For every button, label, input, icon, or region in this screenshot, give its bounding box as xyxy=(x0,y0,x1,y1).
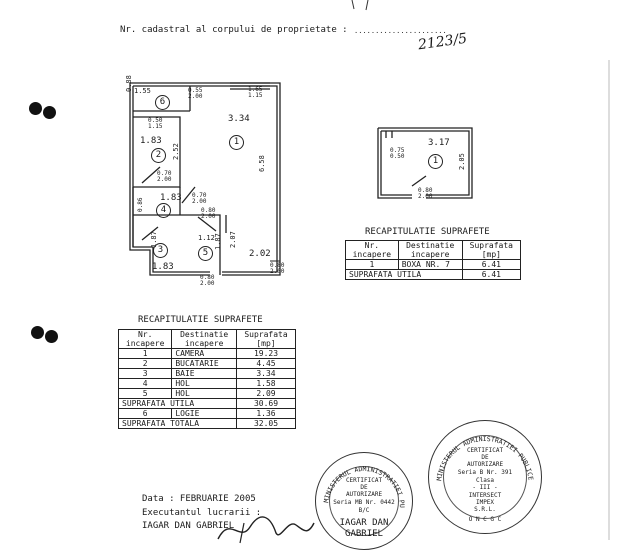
seal-right-line7: INTERSECT xyxy=(468,492,502,499)
table-cell: HOL xyxy=(172,379,237,389)
table-cell: 2.09 xyxy=(236,389,295,399)
table-main-header: Destinatie incapere xyxy=(172,330,237,349)
dim-080-200-b: 0.80 2.00 xyxy=(200,274,215,287)
seal-left-ring: MINISTERUL ADMINISTRATIEI PU xyxy=(322,464,407,508)
table-small xyxy=(345,240,521,280)
table-cell: BUCATARIE xyxy=(172,359,237,369)
dim-155: 1.55 xyxy=(134,87,151,95)
table-cell: 32.05 xyxy=(236,419,295,429)
table-cell: SUPRAFATA TOTALA xyxy=(119,419,237,429)
table-cell: 19.23 xyxy=(236,349,295,359)
dim-080-200-a: 0.80 2.00 xyxy=(201,207,216,220)
table-cell: CAMERA xyxy=(172,349,237,359)
seal-right-line4: Seria B Nr. 391 xyxy=(457,469,513,476)
table-main-header: Nr. incapere xyxy=(119,330,172,349)
seal-right-line8: IMPEX xyxy=(475,499,495,506)
dim-080-200-small: 0.80 2.00 xyxy=(418,187,433,200)
dim-086: 0.86 xyxy=(137,197,144,212)
table-cell: 30.69 xyxy=(236,399,295,409)
seal-right-line2: DE xyxy=(481,454,489,461)
table-cell: BOXA NR. 7 xyxy=(398,260,462,270)
dim-207: 2.07 xyxy=(229,231,237,248)
table-row xyxy=(119,379,296,389)
table-cell: 6 xyxy=(119,409,172,419)
table-cell: 3 xyxy=(119,369,172,379)
table-row xyxy=(119,369,296,379)
table-cell: LOGIE xyxy=(172,409,237,419)
table-cell: 1.58 xyxy=(236,379,295,389)
seal-left-name1: IAGAR DAN xyxy=(339,518,389,528)
table-total-row xyxy=(346,270,521,280)
seal-right-line3: AUTORIZARE xyxy=(466,461,504,468)
dim-334: 3.34 xyxy=(228,114,250,124)
table-cell: 6.41 xyxy=(462,260,520,270)
table-cell: HOL xyxy=(172,389,237,399)
seal-left-name2: GABRIEL xyxy=(345,529,383,539)
dim-055-200: 0.55 2.00 xyxy=(188,87,203,100)
table-small-header: Suprafata [mp] xyxy=(462,241,520,260)
footer-executant-label: Executantul lucrarii : xyxy=(142,508,262,518)
dim-165-115: 1.65 1.15 xyxy=(248,86,263,99)
table-cell: 1 xyxy=(119,349,172,359)
dim-080-200-c: 0.80 2.00 xyxy=(270,262,285,275)
table-cell: SUPRAFATA UTILA xyxy=(119,399,237,409)
dim-075-050: 0.75 0.50 xyxy=(390,147,405,160)
dim-252: 2.52 xyxy=(172,143,180,160)
room-number-4: 4 xyxy=(156,203,171,218)
seal-right xyxy=(428,420,542,534)
table-cell: BAIE xyxy=(172,369,237,379)
handwritten-number: 2123/5 xyxy=(417,30,469,54)
room-number-6: 6 xyxy=(155,95,170,110)
dim-658: 6.58 xyxy=(258,155,266,172)
table-cell: 1.36 xyxy=(236,409,295,419)
table-main-title: RECAPITULATIE SUPRAFETE xyxy=(138,315,263,325)
seal-right-ring: MINISTERUL ADMINISTRATIEI PUBLICE xyxy=(435,434,535,482)
footer-executant-name: IAGAR DAN GABRIEL xyxy=(142,521,235,531)
seal-left-line4: Seria MB Nr. 0442 xyxy=(333,499,395,506)
dim-187-a: 1.87 xyxy=(150,231,158,248)
cadastral-label: Nr. cadastral al corpului de proprietate : xyxy=(120,25,348,35)
table-main xyxy=(118,329,296,429)
dim-183-c: 1.83 xyxy=(152,262,174,272)
seal-left-line2: DE xyxy=(360,484,368,491)
dim-202: 2.02 xyxy=(249,249,271,259)
room-number-1-small: 1 xyxy=(428,154,443,169)
table-totala-row xyxy=(119,419,296,429)
seal-left xyxy=(315,452,413,550)
seal-left-line5: B/C xyxy=(358,507,370,514)
room-number-5: 5 xyxy=(198,246,213,261)
table-small-title: RECAPITULATIE SUPRAFETE xyxy=(365,227,490,237)
page-edge xyxy=(608,60,610,540)
dim-183-a: 1.83 xyxy=(140,136,162,146)
cadastral-blank: ...................... xyxy=(354,27,447,35)
table-main-header: Suprafata [mp] xyxy=(236,330,295,349)
table-cell: 4.45 xyxy=(236,359,295,369)
dim-070-200-a: 0.70 2.00 xyxy=(157,170,172,183)
room-number-2: 2 xyxy=(151,148,166,163)
footer-date: Data : FEBRUARIE 2005 xyxy=(142,494,256,504)
dim-187-b: 1.87 xyxy=(214,233,222,250)
room-number-3: 3 xyxy=(153,243,168,258)
table-row xyxy=(119,349,296,359)
table-row xyxy=(346,260,521,270)
table-row xyxy=(119,359,296,369)
table-cell: 5 xyxy=(119,389,172,399)
seal-right-line9: S.R.L. xyxy=(474,506,496,513)
table-cell: 3.34 xyxy=(236,369,295,379)
table-cell: 4 xyxy=(119,379,172,389)
room-number-1: 1 xyxy=(229,135,244,150)
seal-left-line1: CERTIFICAT xyxy=(345,477,383,484)
table-cell: 1 xyxy=(346,260,399,270)
table-row xyxy=(119,389,296,399)
dim-070-200-b: 0.70 2.00 xyxy=(192,192,207,205)
table-cell: SUPRAFATA UTILA xyxy=(346,270,463,280)
table-utila-row xyxy=(119,399,296,409)
seal-right-line6: - III - xyxy=(472,484,498,491)
dim-317: 3.17 xyxy=(428,138,450,148)
dim-088: 0.88 xyxy=(125,75,133,92)
dim-183-b: 1.83 xyxy=(160,193,182,203)
table-row xyxy=(119,409,296,419)
signature xyxy=(210,505,320,545)
table-cell: 2 xyxy=(119,359,172,369)
seal-right-line1: CERTIFICAT xyxy=(466,447,504,454)
pen-mark xyxy=(340,0,400,12)
dim-050-115: 0.50 1.15 xyxy=(148,117,163,130)
table-small-header: Nr. incapere xyxy=(346,241,399,260)
table-cell: 6.41 xyxy=(462,270,520,280)
seal-right-line5: Clasa xyxy=(475,477,495,484)
table-small-header: Destinatie incapere xyxy=(398,241,462,260)
dim-112: 1.12 xyxy=(198,234,215,242)
seal-left-line3: AUTORIZARE xyxy=(345,491,383,498)
seal-right-line10: O N C G C xyxy=(468,516,502,523)
dim-205: 2.05 xyxy=(458,153,466,170)
